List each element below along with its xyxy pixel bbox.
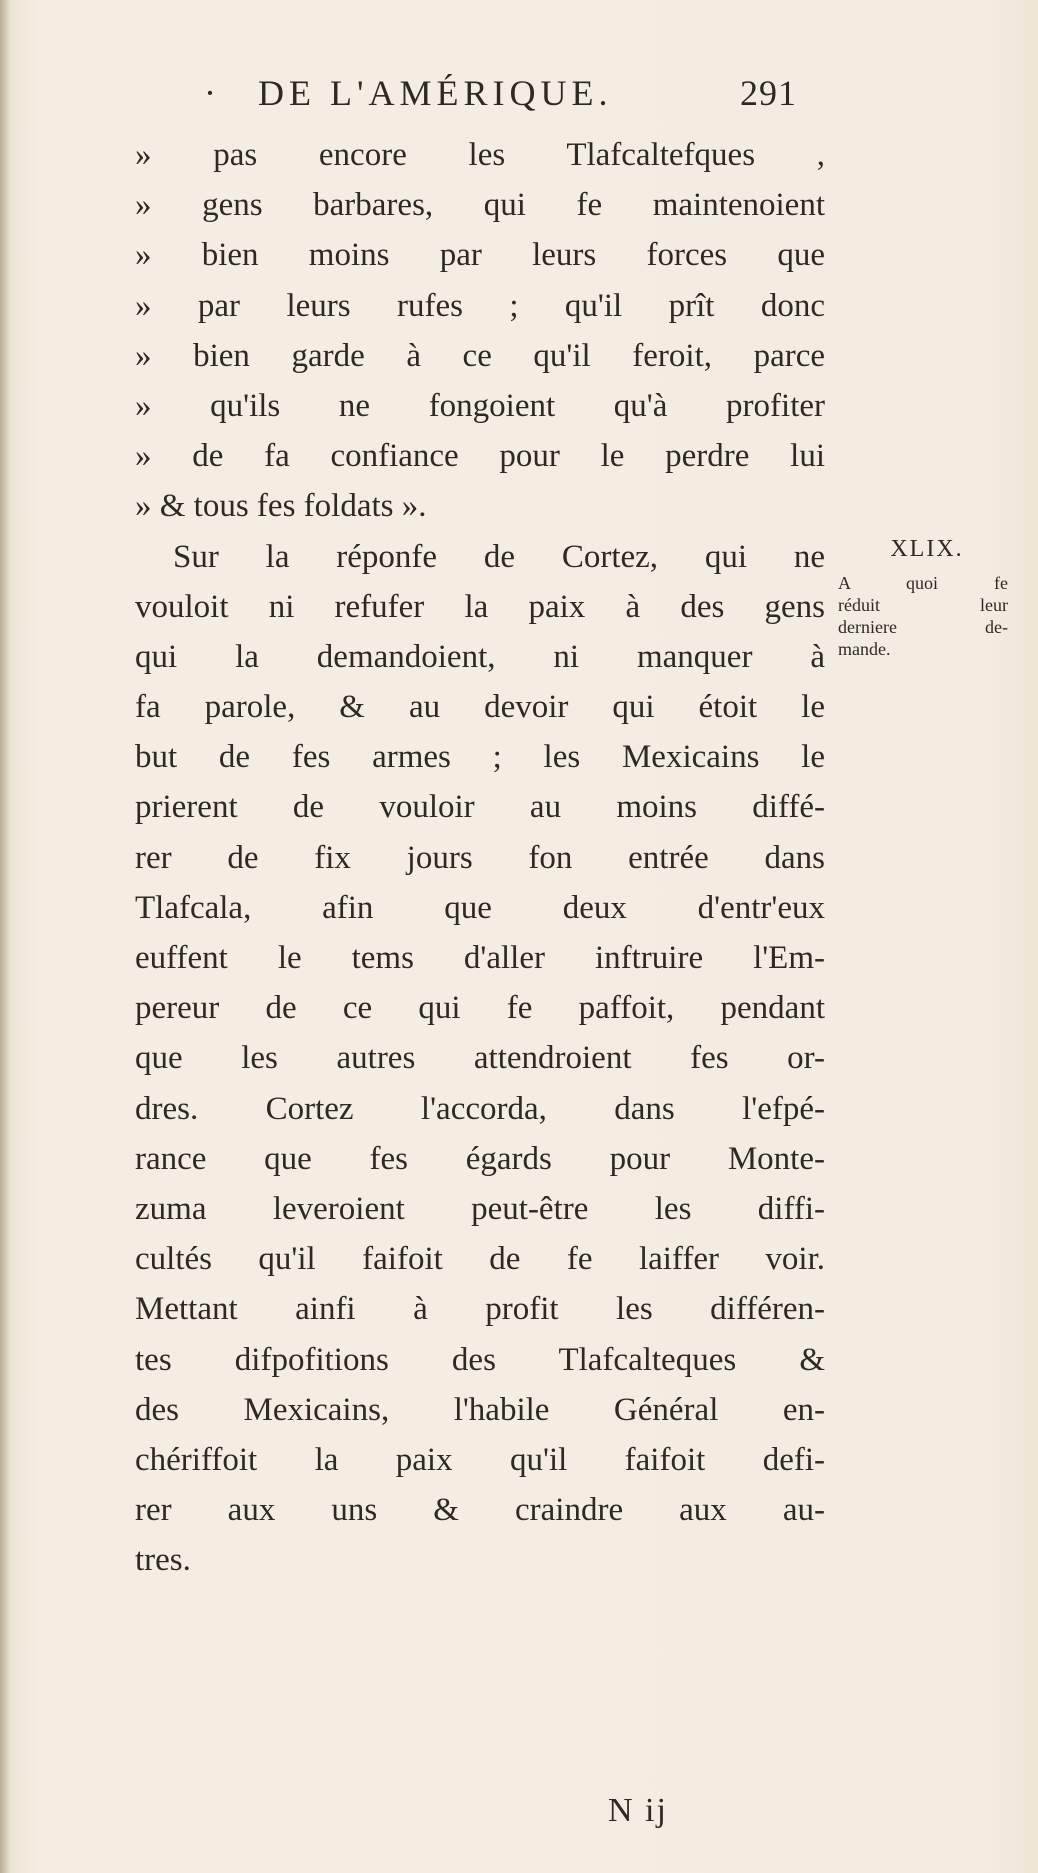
body-text [135,130,825,1585]
text-line: » pas encore les Tlafcaltefques , [135,137,825,173]
text-line: rer de fix jours fon entrée dans [135,839,825,876]
text-line: des Mexicains, l'habile Général en- [135,1391,825,1428]
text-line: Mettant ainfi à profit les différen- [135,1291,825,1328]
text-line: que les autres attendroient fes or- [135,1040,825,1077]
text-line: » qu'ils ne fongoient qu'à profiter [135,387,825,424]
margin-note-line: derniere de- [838,617,1008,637]
text-line: » de fa confiance pour le perdre lui [135,438,825,475]
text-line: tres. [135,1542,191,1579]
header-title: DE L'AMÉRIQUE. [258,73,613,113]
text-line: euffent le tems d'aller inftruire l'Em- [135,940,825,976]
text-line: » bien garde à ce qu'il feroit, parce [135,337,825,374]
paragraph-start-line: Sur la réponfe de Cortez, qui ne [173,538,825,575]
page-gutter-shadow [0,0,10,1873]
text-line: » bien moins par leurs forces que [135,237,825,274]
text-line: zuma leveroient peut-être les diffi- [135,1190,825,1227]
text-line: rer aux uns & craindre aux au- [135,1492,825,1529]
text-line: pereur de ce qui fe paffoit, pendant [135,990,825,1027]
signature-mark: N ij [608,1792,668,1829]
text-line: chériffoit la paix qu'il faifoit defi- [135,1441,825,1478]
text-line: vouloit ni refufer la paix à des gens [135,588,825,625]
margin-note-line: mande. [838,639,891,659]
text-line: » gens barbares, qui fe maintenoient [135,187,825,224]
text-line: dres. Cortez l'accorda, dans l'efpé- [135,1090,825,1127]
page-number: 291 [740,73,797,113]
text-line: fa parole, & au devoir qui étoit le [135,689,825,726]
text-line: » & tous fes foldats ». [135,488,427,525]
margin-note-line: A quoi fe [838,573,1008,593]
text-line: Tlafcala, afin que deux d'entr'eux [135,889,825,926]
text-line: cultés qu'il faifoit de fe laiffer voir. [135,1241,825,1278]
text-line: prierent de vouloir au moins diffé- [135,789,825,826]
text-line: » par leurs rufes ; qu'il prît donc [135,287,825,324]
text-line: but de fes armes ; les Mexicains le [135,739,825,776]
text-line: qui la demandoient, ni manquer à [135,638,825,675]
margin-note-number: XLIX. [890,536,964,562]
text-line: rance que fes égards pour Monte- [135,1140,825,1177]
running-header [180,72,820,122]
text-line: tes difpofitions des Tlafcalteques & [135,1341,825,1378]
margin-note-line: réduit leur [838,595,1008,615]
margin-note [838,538,1008,660]
header-ornament: · [204,73,219,113]
